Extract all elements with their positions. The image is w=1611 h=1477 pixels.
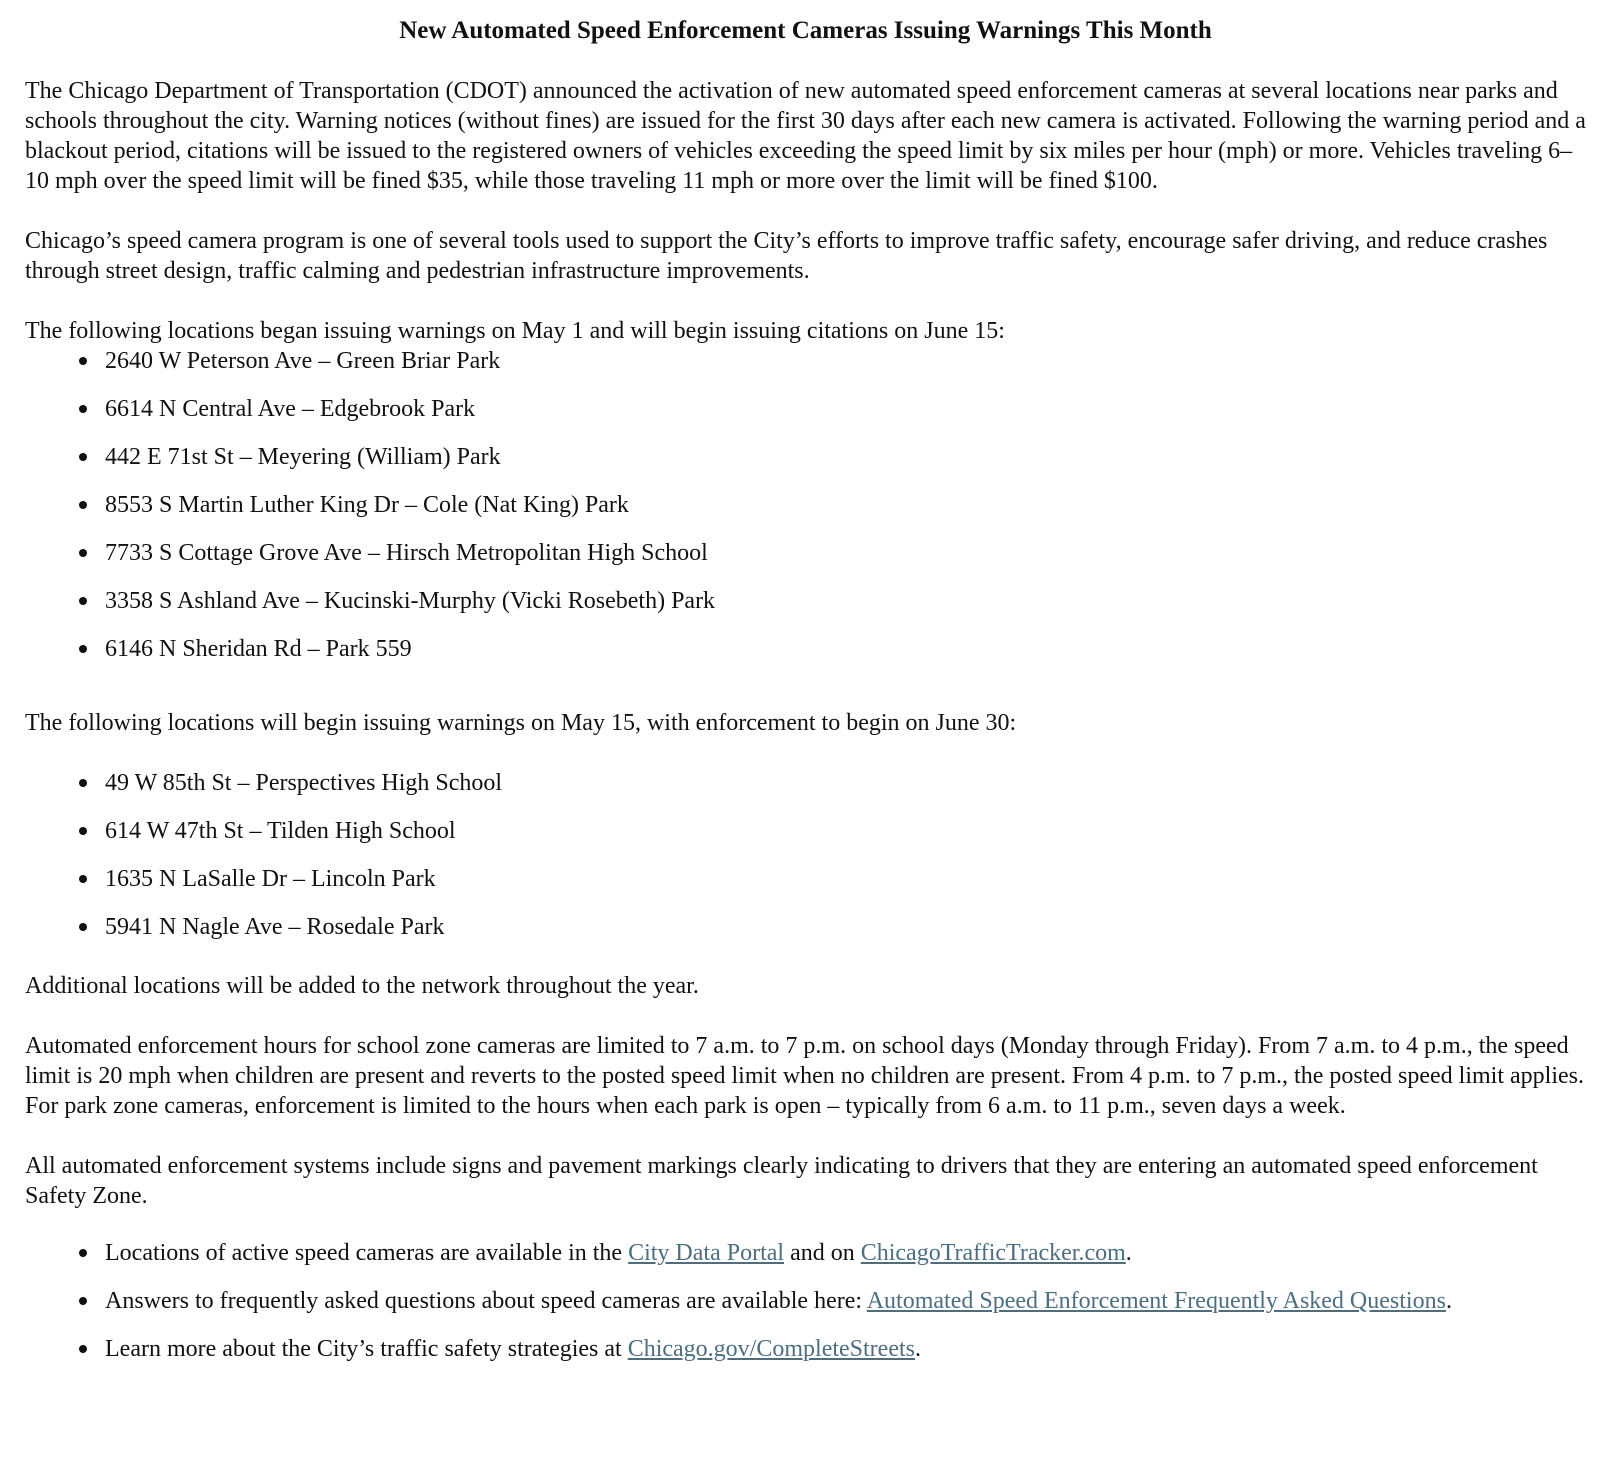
enforcement-hours-paragraph: Automated enforcement hours for school zone cameras are limited to 7 a.m. to 7 p.m. on school days (Monday through Friday). From 7 a.m. to 4 p.m., the speed limit is 20 mph when children are present and reverts to the posted speed limit when no children are present. From 4 p.m. to 7 p.m., the posted speed limit applies. For park zone cameras, enforcement is limited to the hours when each park is open – typically from 6 a.m. to 11 p.m., seven days a week. [25, 1033, 1584, 1119]
may15-locations-list [25, 768, 1586, 942]
resource-item-camera-locations [79, 1238, 1586, 1268]
complete-streets-link[interactable]: Chicago.gov/CompleteStreets [627, 1336, 915, 1362]
bullet-icon [79, 453, 87, 461]
list-item-text: 7733 S Cottage Grove Ave – Hirsch Metropolitan High School [105, 540, 708, 566]
bullet-icon [79, 405, 87, 413]
chicago-traffic-tracker-link[interactable]: ChicagoTrafficTracker.com [860, 1240, 1126, 1266]
list-item [79, 346, 1586, 376]
bullet-icon [79, 1297, 87, 1305]
list-item-text: 8553 S Martin Luther King Dr – Cole (Nat King) Park [105, 492, 629, 518]
list-item [79, 586, 1586, 616]
list-item [79, 912, 1586, 942]
list-item [79, 816, 1586, 846]
bullet-icon [79, 923, 87, 931]
list-item [79, 490, 1586, 520]
list-item-text: 442 E 71st St – Meyering (William) Park [105, 444, 501, 470]
resource-text: Answers to frequently asked questions about speed cameras are available here: [105, 1288, 867, 1314]
list-item [79, 538, 1586, 568]
list-item-text: 5941 N Nagle Ave – Rosedale Park [105, 914, 445, 940]
bullet-icon [79, 875, 87, 883]
city-data-portal-link[interactable]: City Data Portal [628, 1240, 785, 1266]
bullet-icon [79, 501, 87, 509]
may1-locations-list [25, 346, 1586, 664]
bullet-icon [79, 597, 87, 605]
resource-text: . [1445, 1288, 1452, 1314]
list-item [79, 634, 1586, 664]
bullet-icon [79, 779, 87, 787]
signs-paragraph: All automated enforcement systems include signs and pavement markings clearly indicating to drivers that they are entering an automated speed enforcement Safety Zone. [25, 1153, 1538, 1209]
list-item-text: 1635 N LaSalle Dr – Lincoln Park [105, 866, 436, 892]
intro-paragraph: The Chicago Department of Transportation (CDOT) announced the activation of new automated speed enforcement cameras at several locations near parks and schools throughout the city. Warning notices (without fines) are issued for the first 30 days after each new camera is activated. Following the warning period and a blackout period, citations will be issued to the registered owners of vehicles exceeding the speed limit by six miles per hour (mph) or more. Vehicles traveling 6–10 mph over the speed limit will be fined $35, while those traveling 11 mph or more over the limit will be fined $100. [25, 78, 1586, 194]
list1-lead: The following locations began issuing warnings on May 1 and will begin issuing citations on June 15: [25, 318, 1005, 344]
resource-text: . [915, 1336, 921, 1362]
resource-text: . [1125, 1240, 1132, 1266]
bullet-icon [79, 1249, 87, 1257]
bullet-icon [79, 357, 87, 365]
list-item [79, 394, 1586, 424]
bullet-icon [79, 645, 87, 653]
list-item-text: 49 W 85th St – Perspectives High School [105, 770, 503, 796]
list-item-text: 6614 N Central Ave – Edgebrook Park [105, 396, 476, 422]
bullet-icon [79, 1345, 87, 1353]
additional-locations-paragraph: Additional locations will be added to the network throughout the year. [25, 973, 699, 999]
list-item [79, 768, 1586, 798]
list-item-text: 614 W 47th St – Tilden High School [105, 818, 456, 844]
bullet-icon [79, 827, 87, 835]
faq-link[interactable]: Automated Speed Enforcement Frequently Asked Questions [866, 1288, 1446, 1314]
list2-lead: The following locations will begin issuing warnings on May 15, with enforcement to begin on June 30: [25, 710, 1017, 736]
program-paragraph: Chicago’s speed camera program is one of several tools used to support the City’s efforts to improve traffic safety, encourage safer driving, and reduce crashes through street design, traffic calming and pedestrian infrastructure improvements. [25, 228, 1548, 284]
list-item [79, 864, 1586, 894]
article-title: New Automated Speed Enforcement Cameras Issuing Warnings This Month [399, 17, 1212, 44]
resource-item-complete-streets [79, 1334, 1586, 1364]
list-item-text: 3358 S Ashland Ave – Kucinski-Murphy (Vicki Rosebeth) Park [105, 588, 716, 614]
resource-item-faq [79, 1286, 1586, 1316]
resources-list [25, 1238, 1586, 1364]
list-item-text: 2640 W Peterson Ave – Green Briar Park [105, 348, 501, 374]
resource-text: and on [784, 1240, 861, 1266]
bullet-icon [79, 549, 87, 557]
list-item-text: 6146 N Sheridan Rd – Park 559 [105, 636, 412, 662]
list-item [79, 442, 1586, 472]
resource-text: Learn more about the City’s traffic safety strategies at [105, 1336, 628, 1362]
resource-text: Locations of active speed cameras are available in the [105, 1240, 629, 1266]
